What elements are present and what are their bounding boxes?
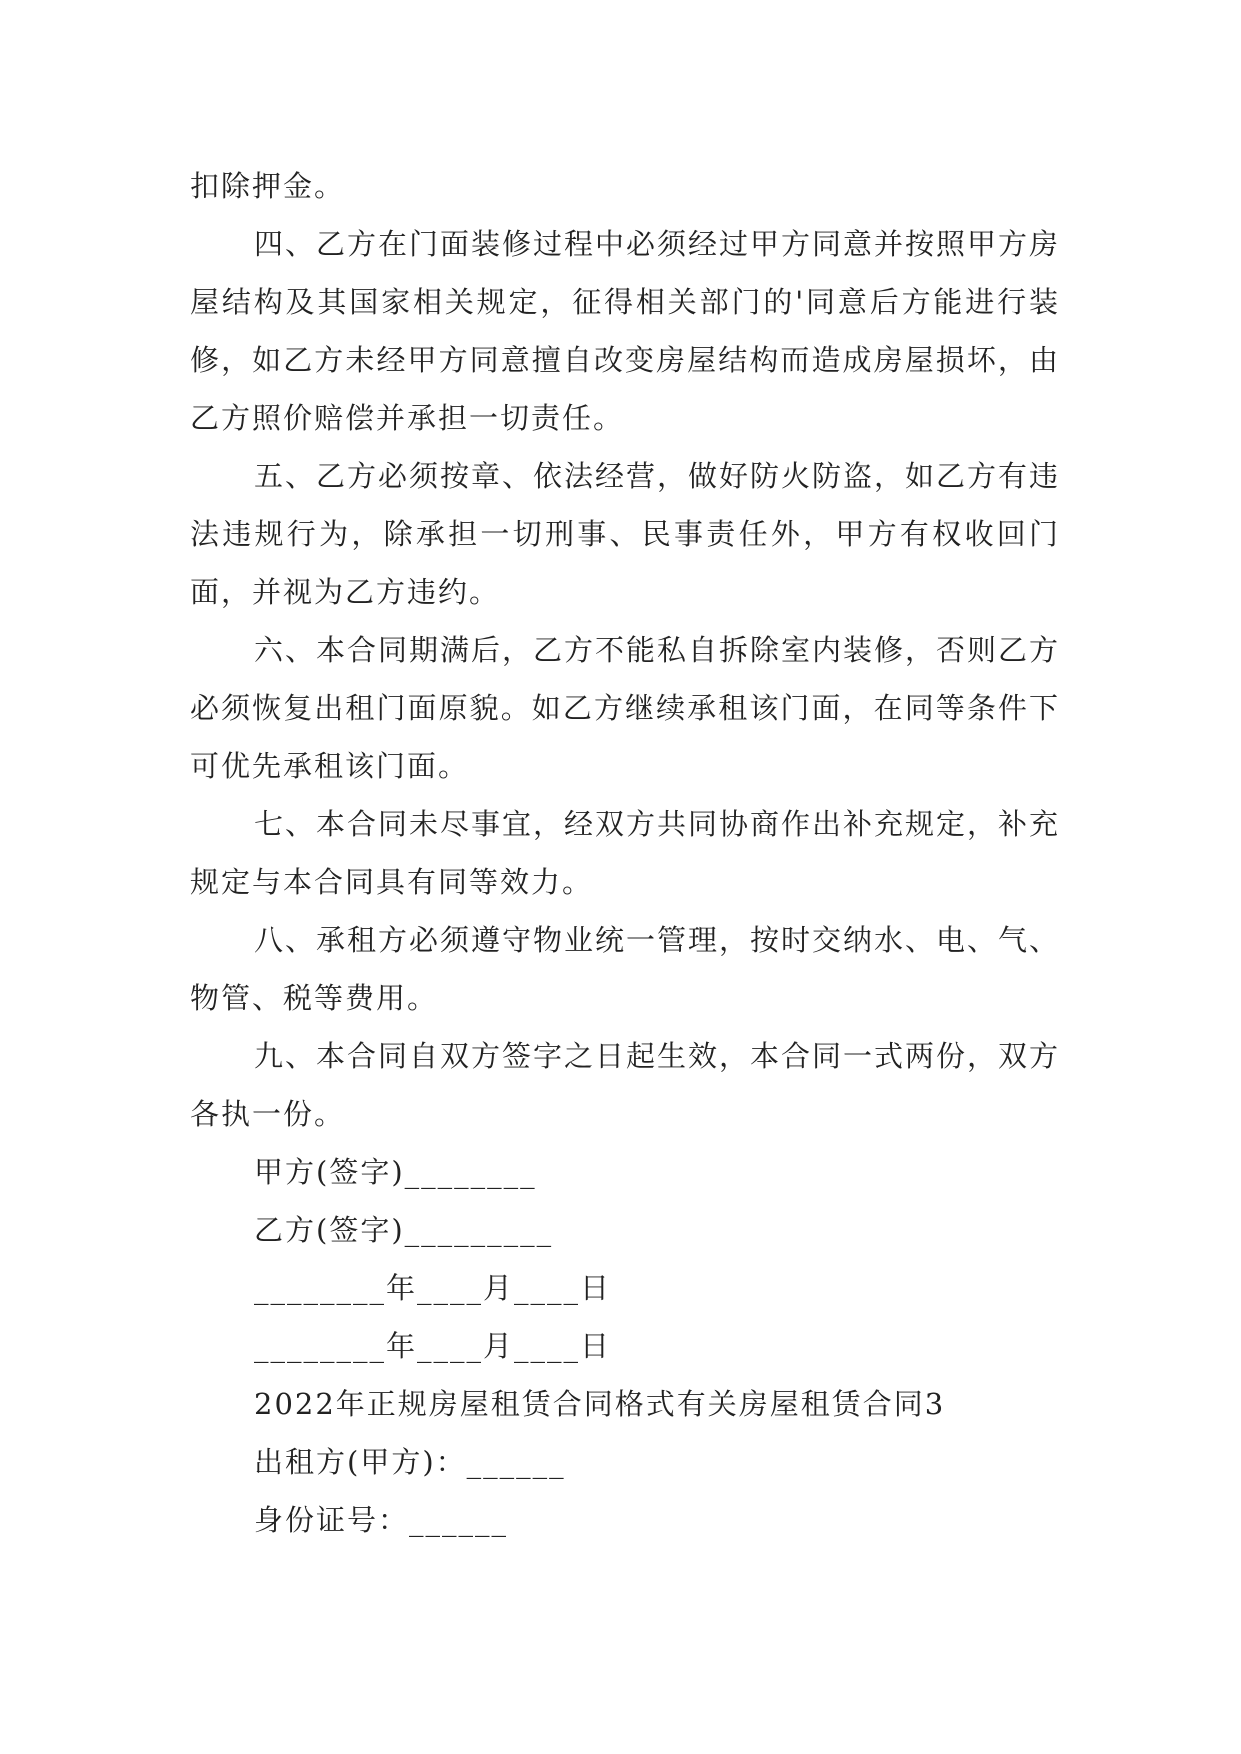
signature-line-party-b: 乙方(签字)_________ — [254, 1213, 554, 1247]
paragraph-continuation: 扣除押金。 — [190, 169, 346, 203]
paragraph-clause-5: 五、乙方必须按章、依法经营，做好防火防盗，如乙方有违法违规行为，除承担一切刑事、民事责任外，甲方有权收回门面，并视为乙方违约。 — [190, 459, 1061, 609]
paragraph-clause-9: 九、本合同自双方签字之日起生效，本合同一式两份，双方各执一份。 — [190, 1039, 1061, 1131]
paragraph-clause-4: 四、乙方在门面装修过程中必须经过甲方同意并按照甲方房屋结构及其国家相关规定，征得相关部门的'同意后方能进行装修，如乙方未经甲方同意擅自改变房屋结构而造成房屋损坏，由乙方照价赔偿并承担一切责任。 — [190, 227, 1061, 435]
date-line: ________年____月____日 — [254, 1329, 612, 1363]
signature-line-party-a: 甲方(签字)________ — [254, 1155, 537, 1189]
contract-body — [190, 157, 1060, 1549]
id-number-field: 身份证号：______ — [254, 1503, 509, 1537]
paragraph-clause-6: 六、本合同期满后，乙方不能私自拆除室内装修，否则乙方必须恢复出租门面原貌。如乙方继续承租该门面，在同等条件下可优先承租该门面。 — [190, 633, 1061, 783]
lessor-field: 出租方(甲方)：______ — [254, 1445, 566, 1479]
date-line: ________年____月____日 — [254, 1271, 612, 1305]
section-heading: 2022年正规房屋租赁合同格式有关房屋租赁合同3 — [254, 1387, 946, 1421]
paragraph-clause-8: 八、承租方必须遵守物业统一管理，按时交纳水、电、气、物管、税等费用。 — [190, 923, 1061, 1015]
paragraph-clause-7: 七、本合同未尽事宜，经双方共同协商作出补充规定，补充规定与本合同具有同等效力。 — [190, 807, 1061, 899]
